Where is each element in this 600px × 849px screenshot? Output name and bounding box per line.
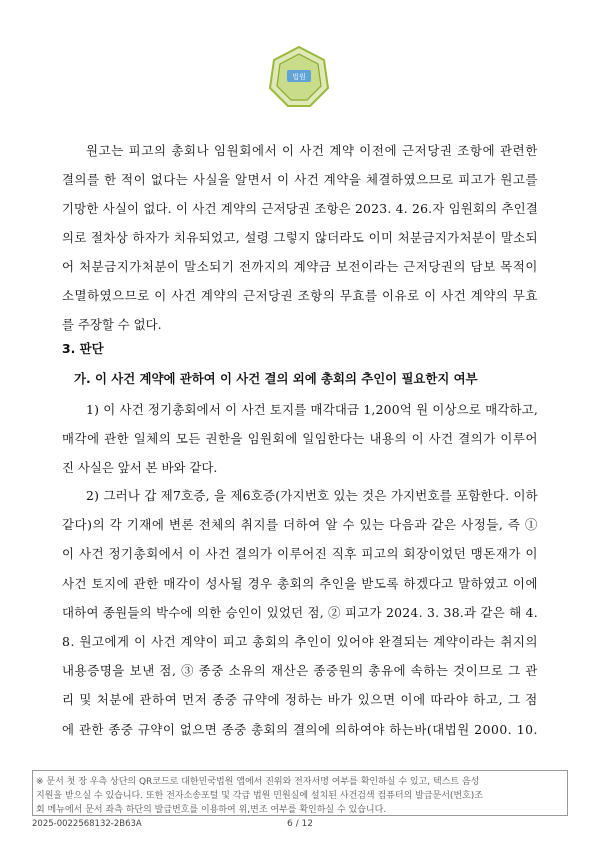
judgment-paragraph-2-line-text: 사건 토지에 관한 매각이 성사될 경우 총회의 추인을 받도록 하겠다고 말하였고 이에	[62, 575, 538, 591]
judgment-paragraph-2-line-text: 이 사건 정기총회에서 이 사건 결의가 이루어진 직후 피고의 회장이었던 맹돈재가 이	[62, 546, 538, 562]
intro-paragraph-line-text: 결의를 한 적이 없다는 사실을 알면서 이 사건 계약을 체결하였으므로 피고가 원고를	[62, 172, 538, 187]
page-number: 6 / 12	[287, 819, 313, 829]
intro-paragraph-line-text: 소멸하였으므로 이 사건 계약의 근저당권 조항의 무효를 이유로 이 사건 계약의 무효	[62, 288, 538, 303]
seal-emblem-text: 법원	[292, 73, 306, 81]
intro-paragraph-line-text: 를 주장할 수 없다.	[62, 317, 162, 332]
judgment-paragraph-2-line-text: 에 관한 종중 규약이 없으면 종중 총회의 결의에 의하여야 하는바(대법원 2000. 10.	[62, 721, 538, 737]
judgment-paragraph-2-line-text: 리 및 처분에 관하여 먼저 종중 규약에 정하는 바가 있으면 이에 따라야 하고, 그 점	[62, 692, 538, 708]
judgment-paragraph-2-line-text: 대하여 종원들의 박수에 의한 승인이 있었던 점, ② 피고가 2024. 3. 38.과 같은 해 4.	[62, 604, 538, 620]
footer-notice-line-2: 지원을 받으실 수 있습니다. 또한 전자소송포털 및 각급 법원 민원실에 설치된 사건검색 컴퓨터의 발급문서(번호)조	[36, 791, 484, 801]
intro-paragraph-line-text: 어 처분금지가처분이 말소되기 전까지의 계약금 보전이라는 근저당권의 담보 목적이	[62, 259, 538, 274]
judgment-paragraph-2-line-text: 2) 그러나 갑 제7호증, 을 제6호증(가지번호 있는 것은 가지번호를 포함한다. 이하	[86, 488, 538, 503]
footer-notice-line-1: ※ 문서 첫 장 우측 상단의 QR코드로 대한민국법원 앱에서 진위와 전자서명 여부를 확인하실 수 있고, 텍스트 음성	[36, 777, 480, 787]
issue-number: 2025-0022568132-2B63A	[32, 819, 142, 829]
judgment-paragraph-2-line-text: 내용증명을 보낸 점, ③ 종중 소유의 재산은 종중원의 총유에 속하는 것이므로 그 관	[62, 663, 538, 679]
subheading-text: 가. 이 사건 계약에 관하여 이 사건 결의 외에 총회의 추인이 필요한지 여부	[74, 371, 478, 386]
judgment-paragraph-2-line-text: 같다)의 각 기재에 변론 전체의 취지를 더하여 알 수 있는 다음과 같은 사정들, 즉 ①	[62, 517, 538, 533]
court-seal-icon	[266, 44, 332, 110]
section-heading-text: 3. 판단	[62, 341, 104, 356]
intro-paragraph-line-text: 원고는 피고의 총회나 임원회에서 이 사건 계약 이전에 근저당권 조항에 관련한	[86, 143, 538, 158]
judgment-paragraph-1-line-text: 1) 이 사건 정기총회에서 이 사건 토지를 매각대금 1,200억 원 이상으로 매각하고,	[86, 402, 538, 417]
footer-notice-line-3: 회 메뉴에서 문서 좌측 하단의 발급번호를 이용하여 위,변조 여부를 확인하실 수 있습니다.	[36, 805, 387, 815]
judgment-paragraph-1-line-text: 진 사실은 앞서 본 바와 같다.	[62, 460, 218, 475]
intro-paragraph-line-text: 의로 절차상 하자가 치유되었고, 설령 그렇지 않더라도 이미 처분금지가처분이 말소되	[62, 230, 538, 245]
judgment-paragraph-1-line-text: 매각에 관한 일체의 모든 권한을 임원회에 일임한다는 내용의 이 사건 결의가 이루어	[62, 431, 538, 446]
intro-paragraph-line-text: 기망한 사실이 없다. 이 사건 계약의 근저당권 조항은 2023. 4. 26.자 임원회의 추인결	[62, 201, 538, 216]
judgment-paragraph-2-line-text: 8. 원고에게 이 사건 계약이 피고 총회의 추인이 있어야 완결되는 계약이라는 취지의	[62, 634, 538, 649]
